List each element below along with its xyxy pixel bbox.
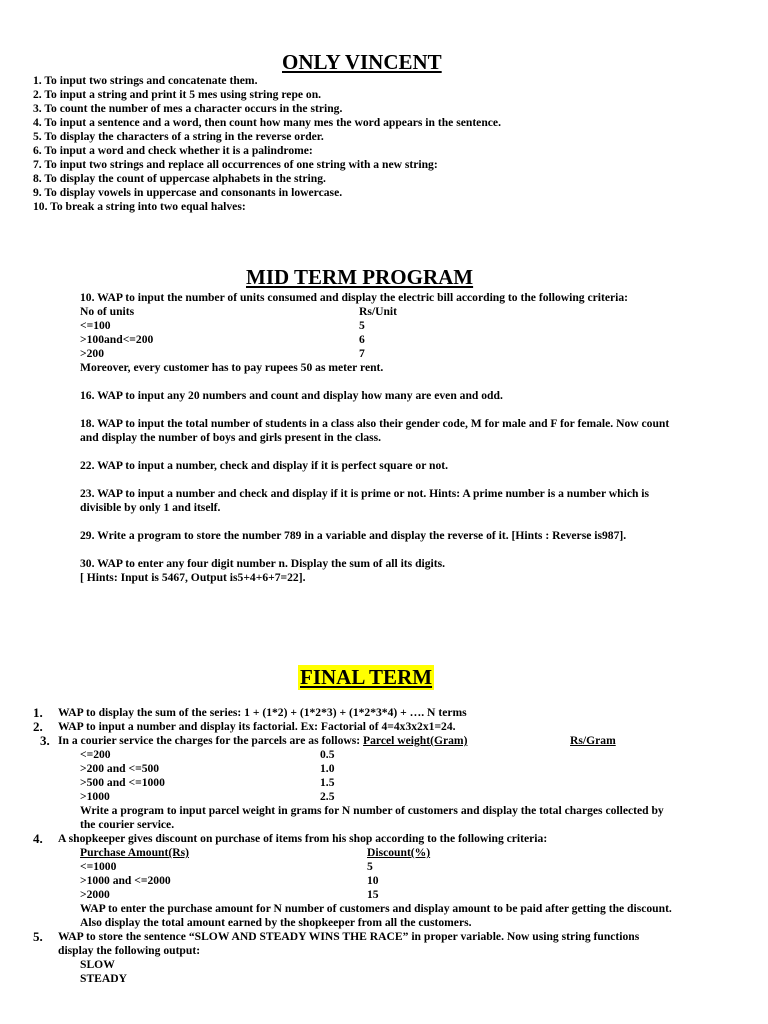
- list-item: 6. To input a word and check whether it is a palindrome:: [33, 144, 313, 157]
- question-30: 30. WAP to enter any four digit number n. Display the sum of all its digits.: [80, 557, 446, 570]
- only-vincent-list: [33, 74, 753, 214]
- parcel-weight-header: Parcel weight(Gram): [363, 734, 468, 747]
- amount-cell: <=1000: [80, 860, 117, 873]
- weight-cell: <=200: [80, 748, 111, 761]
- table-row: [80, 888, 673, 902]
- table-row: [80, 319, 670, 333]
- final-question-4: [33, 832, 673, 930]
- table-row: [80, 333, 670, 347]
- table-row: [80, 874, 673, 888]
- rate-header: Rs/Unit: [359, 305, 398, 318]
- question-30-hint: [ Hints: Input is 5467, Output is5+4+6+7=22].: [80, 571, 306, 584]
- question-text: WAP to store the sentence “SLOW AND STEADY WINS THE RACE” in proper variable. Now using string functions display the following output:: [58, 930, 640, 957]
- final-question-5: [33, 930, 673, 986]
- question-18: 18. WAP to input the total number of students in a class also their gender code, M for male and F for female. Now count and display the number of boys and girls present in the class.: [80, 417, 670, 444]
- expected-output: [58, 958, 673, 986]
- weight-cell: >1000: [80, 790, 110, 803]
- units-header: No of units: [80, 305, 135, 318]
- parcel-table: [58, 748, 673, 832]
- question-text: WAP to display the sum of the series: 1 + (1*2) + (1*2*3) + (1*2*3*4) + …. N terms: [58, 706, 467, 719]
- rate-cell: 6: [359, 333, 365, 346]
- table-header: [80, 846, 673, 860]
- question-text: WAP to input a number and display its factorial. Ex: Factorial of 4=4x3x2x1=24.: [58, 720, 456, 733]
- list-item: 4. To input a sentence and a word, then count how many mes the word appears in the sentence.: [33, 116, 501, 129]
- section-title-mid-term: MID TERM PROGRAM: [246, 265, 474, 289]
- mid-term-body: [80, 291, 670, 585]
- weight-cell: >200 and <=500: [80, 762, 160, 775]
- final-question-3: [33, 734, 673, 832]
- output-line: STEADY: [80, 972, 128, 985]
- table-row: [80, 762, 673, 776]
- section-title-final-term: FINAL TERM: [300, 665, 433, 689]
- list-item: 3. To count the number of mes a character occurs in the string.: [33, 102, 343, 115]
- question-text: In a courier service the charges for the parcels are as follows:: [58, 734, 361, 747]
- question-16: 16. WAP to input any 20 numbers and count and display how many are even and odd.: [80, 389, 503, 402]
- question-text: A shopkeeper gives discount on purchase of items from his shop according to the following criteria:: [58, 832, 548, 845]
- list-item: 9. To display vowels in uppercase and consonants in lowercase.: [33, 186, 343, 199]
- rate-cell: 7: [359, 347, 365, 360]
- discount-cell: 15: [367, 888, 379, 901]
- question-10: 10. WAP to input the number of units consumed and display the electric bill according to the following criteria:: [80, 291, 629, 304]
- question-number: 4.: [33, 831, 43, 846]
- list-item: 10. To break a string into two equal halves:: [33, 200, 246, 213]
- question-23: 23. WAP to input a number and check and display if it is prime or not. Hints: A prime number is a number which is divisible by only 1 and itself.: [80, 487, 650, 514]
- amount-cell: >2000: [80, 888, 110, 901]
- meter-rent-note: Moreover, every customer has to pay rupees 50 as meter rent.: [80, 361, 384, 374]
- table-row: [80, 790, 673, 804]
- table-row: [80, 776, 673, 790]
- question-29: 29. Write a program to store the number 789 in a variable and display the reverse of it. [Hints : Reverse is987].: [80, 529, 627, 542]
- table-row: [80, 860, 673, 874]
- rate-cell: 2.5: [320, 790, 335, 803]
- rate-cell: 0.5: [320, 748, 335, 761]
- question-22: 22. WAP to input a number, check and display if it is perfect square or not.: [80, 459, 449, 472]
- rate-cell: 5: [359, 319, 365, 332]
- units-cell: >200: [80, 347, 104, 360]
- final-term-body: [33, 706, 673, 986]
- discount-table: [58, 846, 673, 930]
- units-cell: >100and<=200: [80, 333, 154, 346]
- discount-header: Discount(%): [367, 846, 431, 859]
- units-table-header: [80, 305, 670, 319]
- question-number: 2.: [33, 719, 43, 734]
- final-question-2: [33, 720, 673, 734]
- question-number: 5.: [33, 929, 43, 944]
- list-item: 2. To input a string and print it 5 mes using string repe on.: [33, 88, 322, 101]
- output-line: SLOW: [80, 958, 115, 971]
- section-title-only-vincent: ONLY VINCENT: [282, 50, 442, 74]
- weight-cell: >500 and <=1000: [80, 776, 165, 789]
- final-question-1: [33, 706, 673, 720]
- question-number: 3.: [40, 733, 50, 748]
- list-item: 8. To display the count of uppercase alphabets in the string.: [33, 172, 326, 185]
- list-item: 1. To input two strings and concatenate them.: [33, 74, 258, 87]
- rate-cell: 1.5: [320, 776, 335, 789]
- rs-gram-header: Rs/Gram: [570, 734, 616, 747]
- table-row: [80, 748, 673, 762]
- table-row: [80, 347, 670, 361]
- list-item: 5. To display the characters of a string in the reverse order.: [33, 130, 324, 143]
- discount-instructions: WAP to enter the purchase amount for N number of customers and display amount to be paid after getting the discount. Also display the total amount earned by the shopkeeper from all the customers.: [80, 902, 672, 929]
- rate-cell: 1.0: [320, 762, 335, 775]
- parcel-instructions: Write a program to input parcel weight in grams for N number of customers and display the total charges collected by the courier service.: [80, 804, 664, 831]
- units-cell: <=100: [80, 319, 111, 332]
- list-item: 7. To input two strings and replace all occurrences of one string with a new string:: [33, 158, 438, 171]
- discount-cell: 10: [367, 874, 379, 887]
- discount-cell: 5: [367, 860, 373, 873]
- question-number: 1.: [33, 705, 43, 720]
- purchase-amount-header: Purchase Amount(Rs): [80, 846, 189, 859]
- amount-cell: >1000 and <=2000: [80, 874, 171, 887]
